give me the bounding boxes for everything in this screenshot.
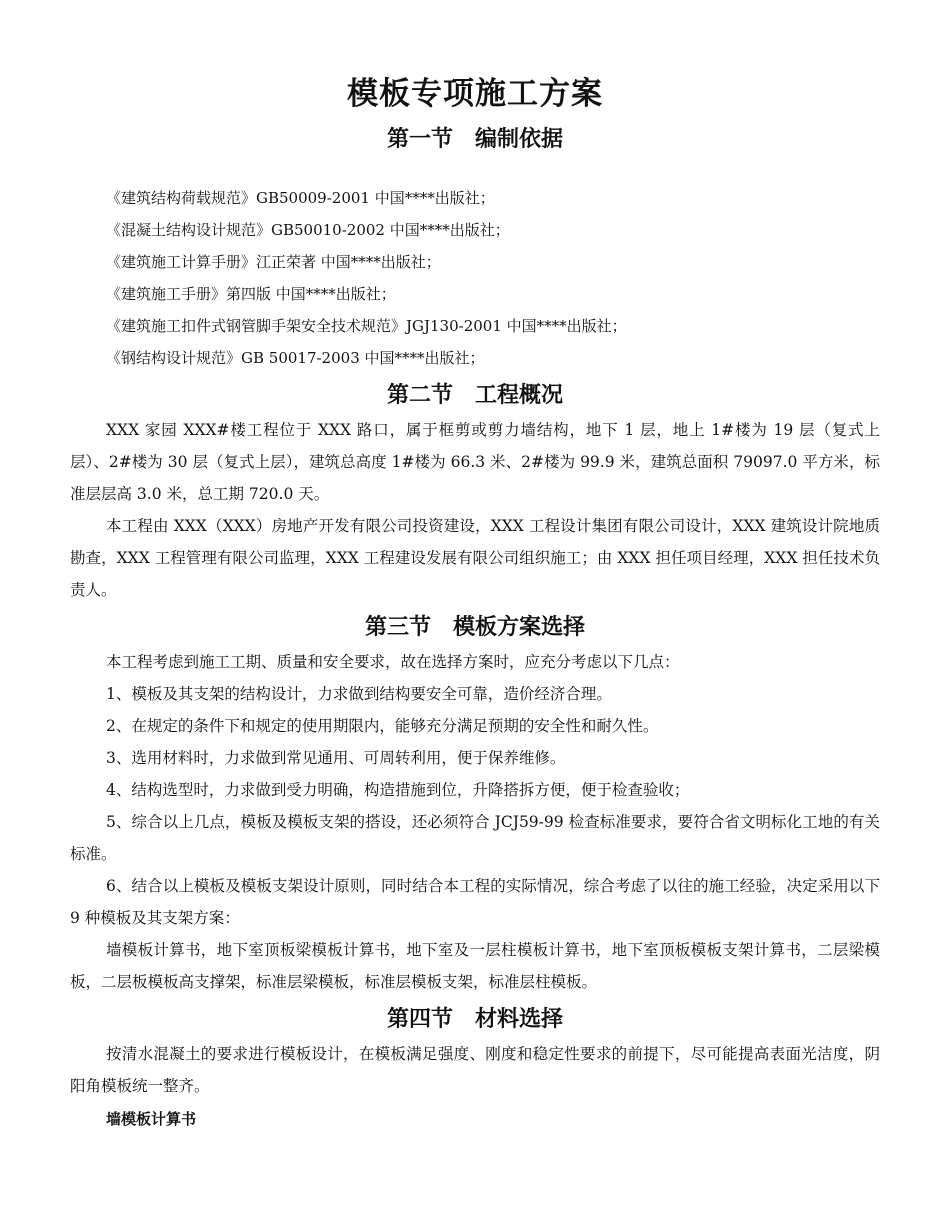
subheading-wall-formwork: 墙模板计算书 <box>106 1110 197 1128</box>
reference-item: 《建筑施工扣件式钢管脚手架安全技术规范》JGJ130-2001 中国****出版社； <box>106 317 627 335</box>
paragraph: 本工程考虑到施工工期、质量和安全要求，故在选择方案时，应充分考虑以下几点： <box>106 653 680 671</box>
reference-item: 《混凝土结构设计规范》GB50010-2002 中国****出版社； <box>106 221 510 239</box>
reference-item: 《建筑结构荷载规范》GB50009-2001 中国****出版社； <box>106 189 495 207</box>
document-title: 模板专项施工方案 <box>347 76 603 112</box>
list-item: 2、在规定的条件下和规定的使用期限内，能够充分满足预期的安全性和耐久性。 <box>106 717 659 735</box>
reference-item: 《建筑施工手册》第四版 中国****出版社； <box>106 285 396 303</box>
paragraph: 本工程由 XXX（XXX）房地产开发有限公司投资建设，XXX 工程设计集团有限公司设计，XXX 建筑设计院地质勘查，XXX 工程管理有限公司监理，XXX 工程建设发展有限公司组织施工；由 XXX 担任项目经理，XXX 担任技术负责人。 <box>70 517 880 599</box>
list-item: 1、模板及其支架的结构设计，力求做到结构要安全可靠，造价经济合理。 <box>106 685 612 703</box>
reference-item: 《建筑施工计算手册》江正荣著 中国****出版社； <box>106 253 441 271</box>
section-heading-material-selection: 第四节 材料选择 <box>386 1006 563 1032</box>
paragraph: 墙模板计算书，地下室顶板梁模板计算书，地下室及一层柱模板计算书，地下室顶板模板支架计算书，二层梁模板，二层板模板高支撑架，标准层梁模板，标准层模板支架，标准层柱模板。 <box>70 941 880 991</box>
list-item: 5、综合以上几点，模板及模板支架的搭设，还必须符合 JCJ59-99 检查标准要求，要符合省文明标化工地的有关标准。 <box>70 813 880 863</box>
paragraph: 按清水混凝土的要求进行模板设计，在模板满足强度、刚度和稳定性要求的前提下，尽可能提高表面光洁度，阴阳角模板统一整齐。 <box>70 1045 880 1095</box>
section-heading-formwork-scheme: 第三节 模板方案选择 <box>364 614 585 640</box>
paragraph: XXX 家园 XXX#楼工程位于 XXX 路口，属于框剪或剪力墙结构，地下 1 层，地上 1#楼为 19 层（复式上层）、2#楼为 30 层（复式上层），建筑总高度 1#楼为 66.3 米、2#楼为 99.9 米，建筑总面积 79097.0 平方米，标准层层高 3.0 米，总工期 720.0 天。 <box>70 421 880 503</box>
reference-item: 《钢结构设计规范》GB 50017-2003 中国****出版社； <box>106 349 485 367</box>
list-item: 4、结构选型时，力求做到受力明确，构造措施到位，升降搭拆方便，便于检查验收； <box>106 781 690 799</box>
list-item: 6、结合以上模板及模板支架设计原则，同时结合本工程的实际情况，综合考虑了以往的施工经验，决定采用以下 9 种模板及其支架方案： <box>70 877 880 927</box>
list-item: 3、选用材料时，力求做到常见通用、可周转利用，便于保养维修。 <box>106 749 566 767</box>
section-heading-compilation-basis: 第一节 编制依据 <box>386 126 563 152</box>
section-heading-project-overview: 第二节 工程概况 <box>386 382 563 408</box>
